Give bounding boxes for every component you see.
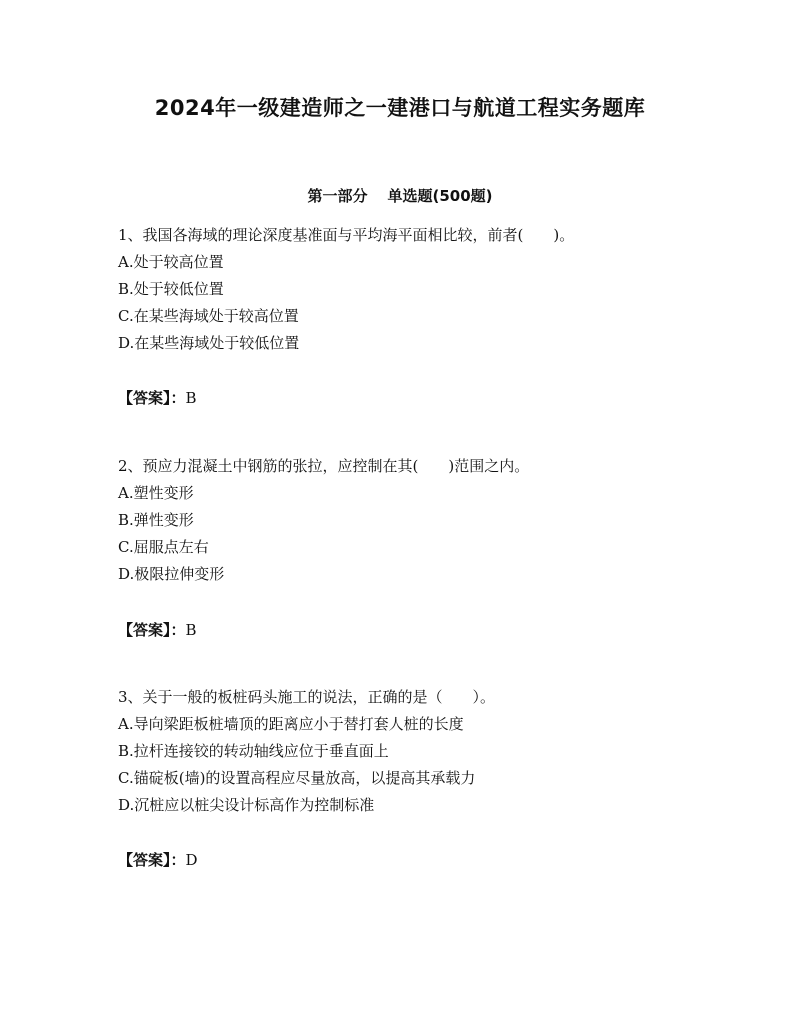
answer-value: B [185,389,197,407]
section-title [0,185,800,206]
question-3 [118,684,718,819]
option-list [118,711,718,819]
question-2 [118,453,718,588]
option-a: A.塑性变形 [118,484,194,502]
option-b: B.拉杆连接铰的转动轴线应位于垂直面上 [118,742,389,760]
option-c: C.在某些海域处于较高位置 [118,307,299,325]
option-b: B.弹性变形 [118,511,194,529]
answer-label: 【答案】： [118,851,186,869]
section-name: 单选题(500题) [387,187,493,205]
question-1 [118,222,718,357]
answer-value: B [185,621,197,639]
answer-1 [118,385,197,412]
question-stem: 3、关于一般的板桩码头施工的说法，正确的是（ ）。 [118,688,496,706]
option-a: A.导向梁距板桩墙顶的距离应小于替打套人桩的长度 [118,715,464,733]
answer-3 [118,847,198,874]
answer-label: 【答案】： [118,621,186,639]
option-b: B.处于较低位置 [118,280,224,298]
option-list [118,480,718,588]
option-d: D.极限拉伸变形 [118,565,225,583]
option-list [118,249,718,357]
answer-2 [118,617,197,644]
option-a: A.处于较高位置 [118,253,224,271]
option-c: C.屈服点左右 [118,538,209,556]
section-part: 第一部分 [307,187,368,205]
option-d: D.在某些海域处于较低位置 [118,334,300,352]
question-stem: 2、预应力混凝土中钢筋的张拉，应控制在其( )范围之内。 [118,457,530,475]
document-title: 2024年一级建造师之一建港口与航道工程实务题库 [154,96,646,120]
answer-value: D [185,851,198,869]
option-c: C.锚碇板(墙)的设置高程应尽量放高，以提高其承载力 [118,769,476,787]
option-d: D.沉桩应以桩尖设计标高作为控制标准 [118,796,375,814]
question-stem: 1、我国各海域的理论深度基准面与平均海平面相比较，前者( )。 [118,226,575,244]
answer-label: 【答案】： [118,389,186,407]
